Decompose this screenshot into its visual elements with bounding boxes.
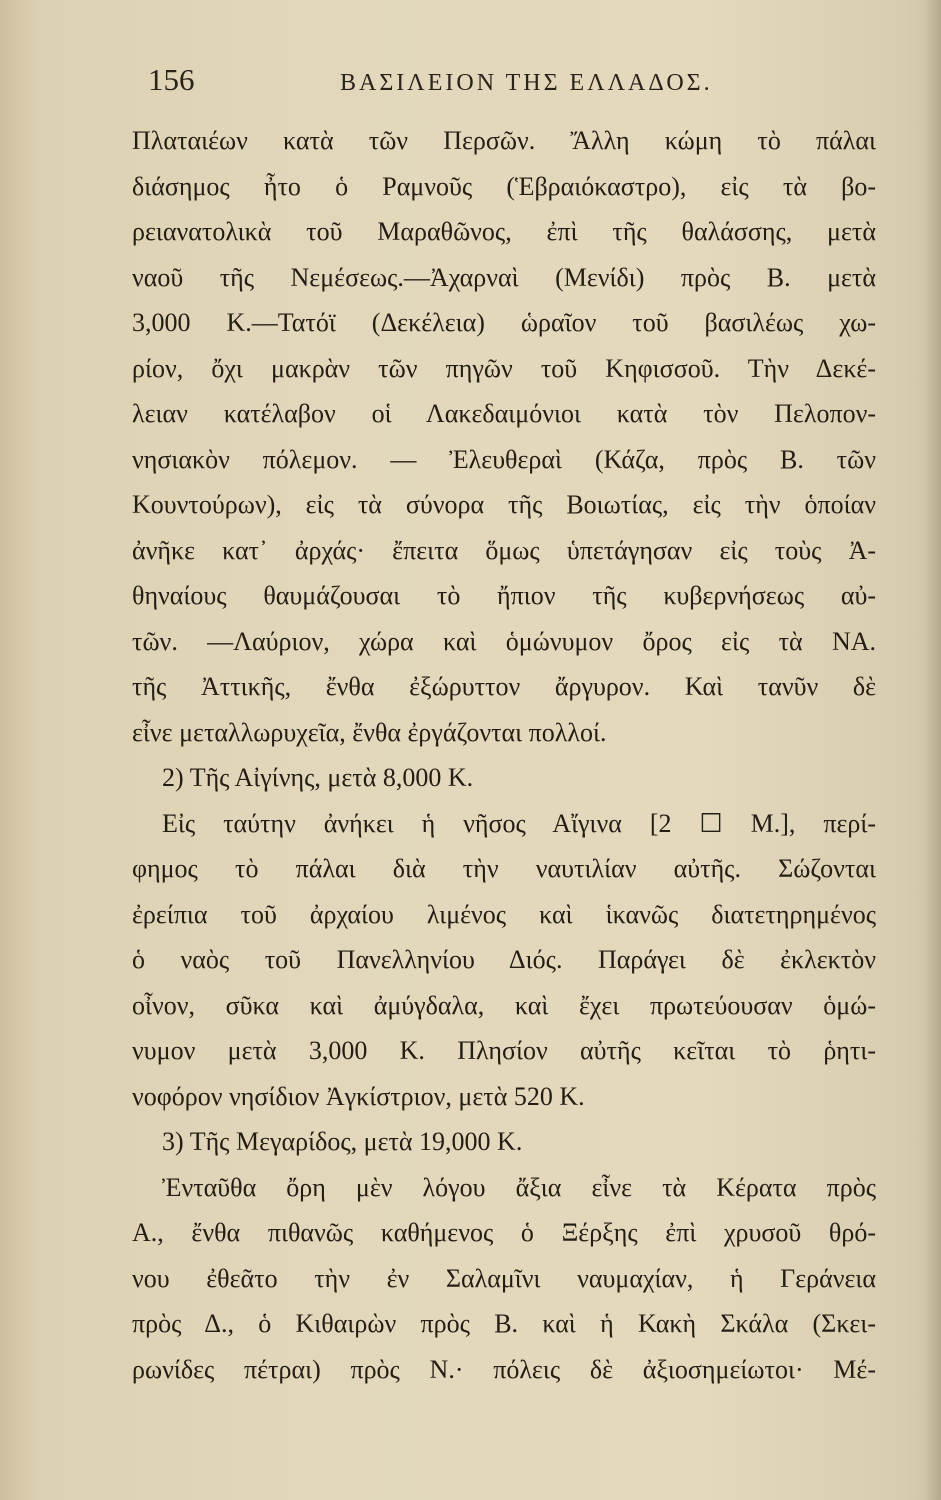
text-line: 3,000 Κ.—Τατόϊ (Δεκέλεια) ὡραῖον τοῦ βασιλέως χω- [132, 308, 876, 337]
section-heading: 3) Τῆς Μεγαρίδος, μετὰ 19,000 Κ. [162, 1127, 523, 1156]
text-line: Πλαταιέων κατὰ τῶν Περσῶν. Ἄλλη κώμη τὸ πάλαι [132, 126, 876, 155]
text-line: οἶνον, σῦκα καὶ ἀμύγδαλα, καὶ ἔχει πρωτεύουσαν ὁμώ- [132, 990, 876, 1020]
text-line: ναοῦ τῆς Νεμέσεως.—Ἀχαρναὶ (Μενίδι) πρὸς Β. μετὰ [132, 262, 876, 292]
text-line: νησιακὸν πόλεμον. — Ἐλευθεραὶ (Κάζα, πρὸς Β. τῶν [132, 444, 876, 474]
text-line: Κουντούρων), εἰς τὰ σύνορα τῆς Βοιωτίας, εἰς τὴν ὁποίαν [132, 490, 876, 519]
text-line: λειαν κατέλαβον οἱ Λακεδαιμόνιοι κατὰ τὸν Πελοπον- [132, 399, 876, 428]
text-line: τῶν. —Λαύριον, χώρα καὶ ὁμώνυμον ὄρος εἰς τὰ ΝΑ. [132, 626, 876, 656]
text-line: πρὸς Δ., ὁ Κιθαιρὼν πρὸς Β. καὶ ἡ Κακὴ Σκάλα (Σκει- [132, 1309, 876, 1338]
text-line: ὁ ναὸς τοῦ Πανελληνίου Διός. Παράγει δὲ ἐκλεκτὸν [132, 945, 876, 974]
text-line: διάσημος ἦτο ὁ Ραμνοῦς (Ἑβραιόκαστρο), εἰς τὰ βο- [132, 171, 876, 201]
page-edge-shadow [923, 0, 941, 1500]
text-line: ἀνῆκε κατ᾽ ἀρχάς· ἔπειτα ὅμως ὑπετάγησαν εἰς τοὺς Ἀ- [132, 535, 876, 565]
text-line: φημος τὸ πάλαι διὰ τὴν ναυτιλίαν αὐτῆς. Σώζονται [132, 854, 876, 883]
text-line: εἶνε μεταλλωρυχεῖα, ἔνθα ἐργάζονται πολλοί. [132, 717, 607, 747]
text-line: τῆς Ἀττικῆς, ἔνθα ἐξώρυττον ἄργυρον. Καὶ τανῦν δὲ [132, 672, 876, 701]
text-line: Α., ἔνθα πιθανῶς καθήμενος ὁ Ξέρξης ἐπὶ χρυσοῦ θρό- [132, 1218, 876, 1247]
text-line: νυμον μετὰ 3,000 Κ. Πλησίον αὐτῆς κεῖται τὸ ῥητι- [132, 1036, 876, 1065]
text-line: Εἰς ταύτην ἀνήκει ἡ νῆσος Αἴγινα [2 ☐ Μ.], περί- [162, 808, 876, 838]
text-line: ρίον, ὄχι μακρὰν τῶν πηγῶν τοῦ Κηφισσοῦ. Τὴν Δεκέ- [132, 353, 876, 383]
text-line: νου ἐθεᾶτο τὴν ἐν Σαλαμῖνι ναυμαχίαν, ἡ Γεράνεια [132, 1263, 876, 1293]
text-line: Ἐνταῦθα ὄρη μὲν λόγου ἄξια εἶνε τὰ Κέρατα πρὸς [162, 1172, 876, 1202]
text-line: θηναίους θαυμάζουσαι τὸ ἤπιον τῆς κυβερνήσεως αὐ- [132, 581, 876, 610]
page-header [0, 62, 941, 112]
text-line: ρωνίδες πέτραι) πρὸς Ν.· πόλεις δὲ ἀξιοσημείωτοι· Μέ- [132, 1354, 876, 1384]
text-line: ἐρείπια τοῦ ἀρχαίου λιμένος καὶ ἱκανῶς διατετηρημένος [132, 899, 876, 929]
body-text [132, 118, 876, 1392]
text-line: ρειανατολικὰ τοῦ Μαραθῶνος, ἐπὶ τῆς θαλάσσης, μετὰ [132, 217, 876, 246]
page-number: 156 [148, 62, 195, 97]
running-head: ΒΑΣΙΛΕΙΟΝ ΤΗΣ ΕΛΛΑΔΟΣ. [340, 70, 713, 96]
section-heading: 2) Τῆς Αἰγίνης, μετὰ 8,000 Κ. [162, 763, 474, 792]
text-line: νοφόρον νησίδιον Ἀγκίστριον, μετὰ 520 Κ. [132, 1081, 585, 1111]
